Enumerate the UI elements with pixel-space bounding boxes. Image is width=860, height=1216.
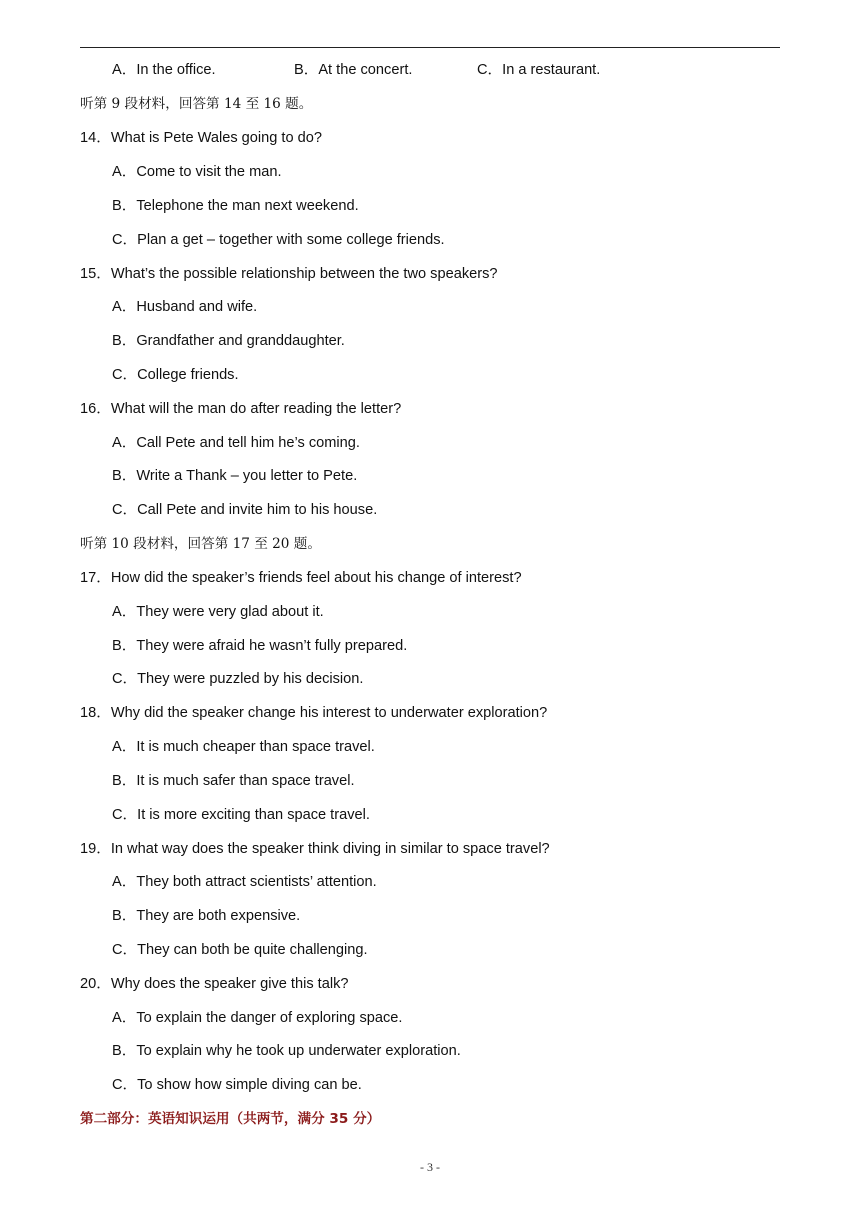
question-19-option-a: A．They both attract scientists’ attention. [112, 874, 377, 890]
question-20: 20．Why does the speaker give this talk? [80, 976, 349, 992]
section-heading-9: 听第 9 段材料，回答第 14 至 16 题。 [80, 96, 313, 112]
option-c: C．In a restaurant. [477, 62, 601, 78]
section-heading-10: 听第 10 段材料，回答第 17 至 20 题。 [80, 536, 321, 552]
question-16-option-a: A．Call Pete and tell him he’s coming. [112, 435, 360, 451]
question-14-option-c: C．Plan a get – together with some college friends. [112, 232, 445, 248]
question-15-option-c: C．College friends. [112, 367, 239, 383]
question-18: 18．Why did the speaker change his interest to underwater exploration? [80, 705, 548, 721]
option-b: B．At the concert. [294, 62, 413, 78]
question-16-option-b: B．Write a Thank – you letter to Pete. [112, 468, 358, 484]
question-18-option-a: A．It is much cheaper than space travel. [112, 739, 375, 755]
option-a: A．In the office. [112, 62, 216, 78]
question-14-option-a: A．Come to visit the man. [112, 164, 282, 180]
question-20-option-c: C．To show how simple diving can be. [112, 1077, 362, 1093]
question-14-option-b: B．Telephone the man next weekend. [112, 198, 359, 214]
question-17: 17．How did the speaker’s friends feel about his change of interest? [80, 570, 522, 586]
header-rule [80, 47, 780, 48]
question-17-option-b: B．They were afraid he wasn’t fully prepared. [112, 638, 408, 654]
question-17-option-c: C．They were puzzled by his decision. [112, 671, 364, 687]
question-19-option-c: C．They can both be quite challenging. [112, 942, 368, 958]
question-20-option-a: A．To explain the danger of exploring space. [112, 1010, 403, 1026]
question-15: 15．What’s the possible relationship between the two speakers? [80, 266, 498, 282]
question-17-option-a: A．They were very glad about it. [112, 604, 324, 620]
question-19: 19．In what way does the speaker think diving in similar to space travel? [80, 841, 550, 857]
page-number: - 3 - [420, 1160, 440, 1174]
question-20-option-b: B．To explain why he took up underwater exploration. [112, 1043, 461, 1059]
question-16-option-c: C．Call Pete and invite him to his house. [112, 502, 378, 518]
question-19-option-b: B．They are both expensive. [112, 908, 301, 924]
question-14: 14．What is Pete Wales going to do? [80, 130, 323, 146]
question-15-option-b: B．Grandfather and granddaughter. [112, 333, 345, 349]
question-18-option-c: C．It is more exciting than space travel. [112, 807, 370, 823]
question-16: 16．What will the man do after reading the letter? [80, 401, 402, 417]
question-18-option-b: B．It is much safer than space travel. [112, 773, 355, 789]
question-15-option-a: A．Husband and wife. [112, 299, 258, 315]
part-two-heading: 第二部分：英语知识运用（共两节，满分 35 分） [80, 1111, 381, 1127]
